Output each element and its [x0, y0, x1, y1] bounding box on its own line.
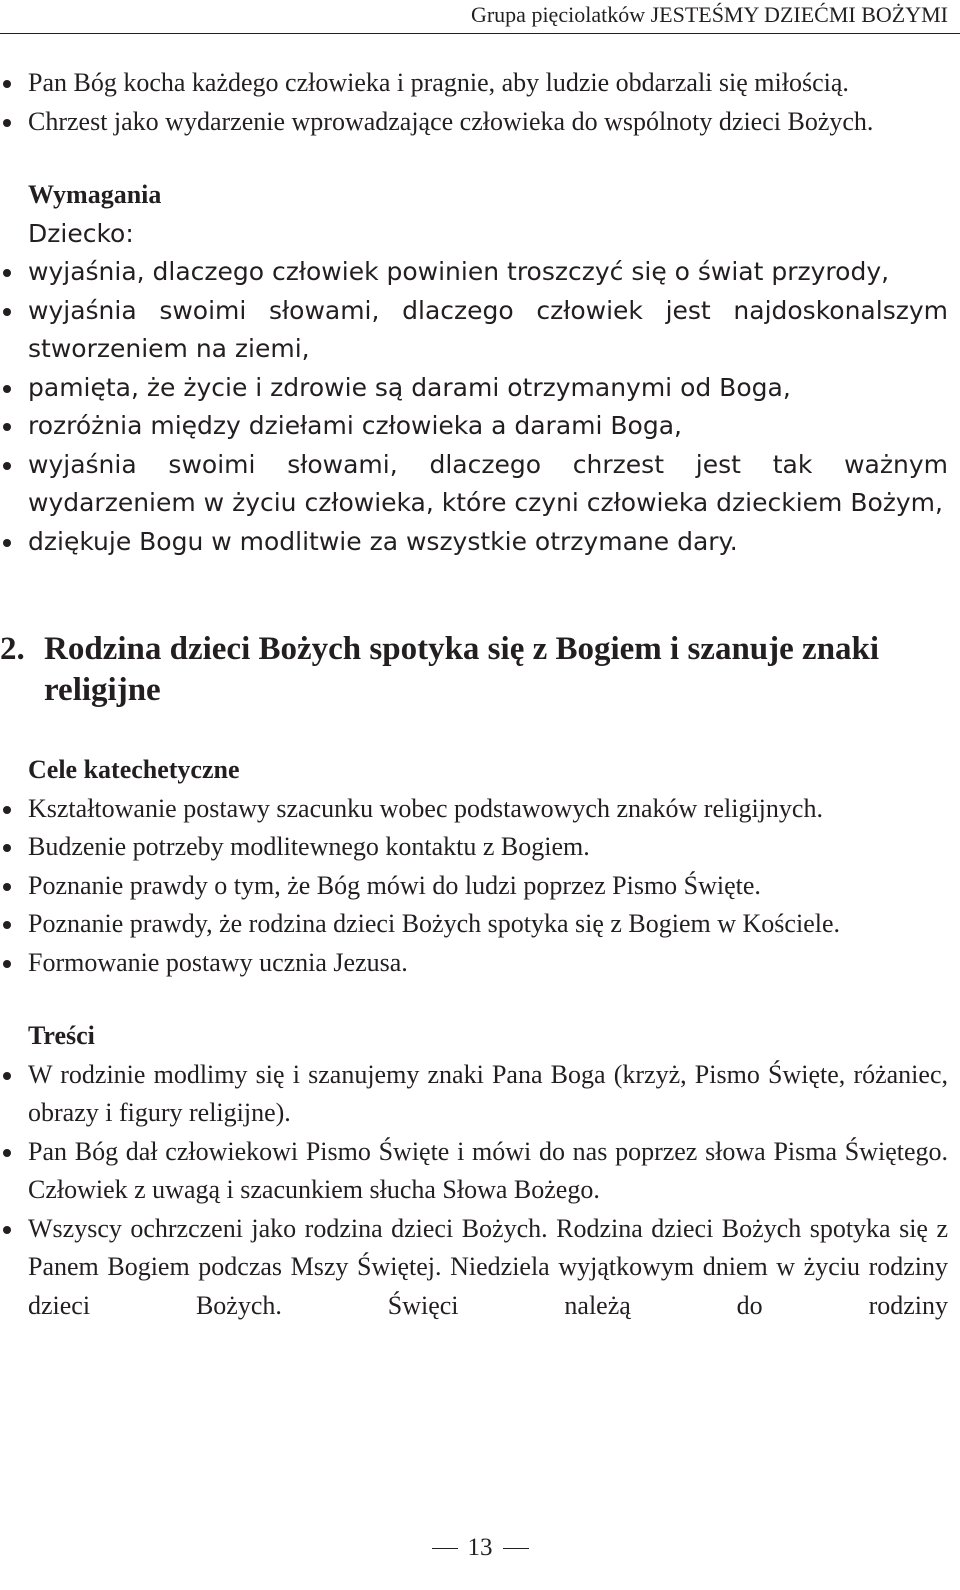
list-item: wyjaśnia, dlaczego człowiek powinien troszczyć się o świat przyrody, — [0, 253, 948, 292]
header-rule — [0, 33, 960, 34]
list-item: Budzenie potrzeby modlitewnego kontaktu z Bogiem. — [0, 828, 948, 867]
list-item: Wszyscy ochrzczeni jako rodzina dzieci Bożych. Rodzina dzieci Bożych spotyka się z Panem Bogiem podczas Mszy Świętej. Niedziela wyjątkowym dniem w życiu rodziny dzieci Bożych. Święci należą do rodziny — [0, 1210, 948, 1326]
requirements-lead: Dziecko: — [28, 218, 134, 248]
section-title — [0, 629, 948, 711]
requirements-block — [0, 176, 948, 561]
folio-dash-left — [432, 1548, 458, 1549]
requirements-list — [0, 253, 948, 561]
goals-heading: Cele katechetyczne — [28, 755, 240, 784]
content-block — [0, 1017, 948, 1325]
list-item: wyjaśnia swoimi słowami, dlaczego człowiek jest najdoskonalszym stworzeniem na ziemi, — [0, 292, 948, 369]
list-item: pamięta, że życie i zdrowie są darami otrzymanymi od Boga, — [0, 369, 948, 408]
goals-list — [0, 790, 948, 983]
list-item: Chrzest jako wydarzenie wprowadzające człowieka do wspólnoty dzieci Bożych. — [0, 103, 948, 142]
requirements-heading: Wymagania — [28, 180, 162, 209]
list-item: Kształtowanie postawy szacunku wobec podstawowych znaków religijnych. — [0, 790, 948, 829]
list-item: Pan Bóg kocha każdego człowieka i pragnie, aby ludzie obdarzali się miłością. — [0, 64, 948, 103]
section-number: 2. — [0, 631, 25, 667]
content-heading: Treści — [28, 1021, 95, 1050]
goals-block — [0, 751, 948, 982]
page-body — [0, 64, 948, 1325]
folio-dash-right — [503, 1548, 529, 1549]
list-item: Poznanie prawdy, że rodzina dzieci Bożych spotyka się z Bogiem w Kościele. — [0, 905, 948, 944]
list-item: Pan Bóg dał człowiekowi Pismo Święte i mówi do nas poprzez słowa Pisma Świętego. Człowiek z uwagą i szacunkiem słucha Słowa Bożego. — [0, 1133, 948, 1210]
list-item: rozróżnia między dziełami człowieka a darami Boga, — [0, 407, 948, 446]
page-number — [0, 1534, 960, 1562]
section-title-text: Rodzina dzieci Bożych spotyka się z Bogiem i szanuje znaki religijne — [44, 631, 880, 708]
page-number-text: 13 — [467, 1534, 493, 1561]
intro-list — [0, 64, 948, 141]
running-header: Grupa pięciolatków JESTEŚMY DZIEĆMI BOŻYMI — [470, 2, 948, 27]
content-list — [0, 1056, 948, 1326]
list-item: wyjaśnia swoimi słowami, dlaczego chrzest jest tak ważnym wydarzeniem w życiu człowieka, które czyni człowieka dzieckiem Bożym, — [0, 446, 948, 523]
list-item: Formowanie postawy ucznia Jezusa. — [0, 944, 948, 983]
list-item: dziękuje Bogu w modlitwie za wszystkie otrzymane dary. — [0, 523, 948, 562]
list-item: Poznanie prawdy o tym, że Bóg mówi do ludzi poprzez Pismo Święte. — [0, 867, 948, 906]
list-item: W rodzinie modlimy się i szanujemy znaki Pana Boga (krzyż, Pismo Święte, różaniec, obrazy i figury religijne). — [0, 1056, 948, 1133]
